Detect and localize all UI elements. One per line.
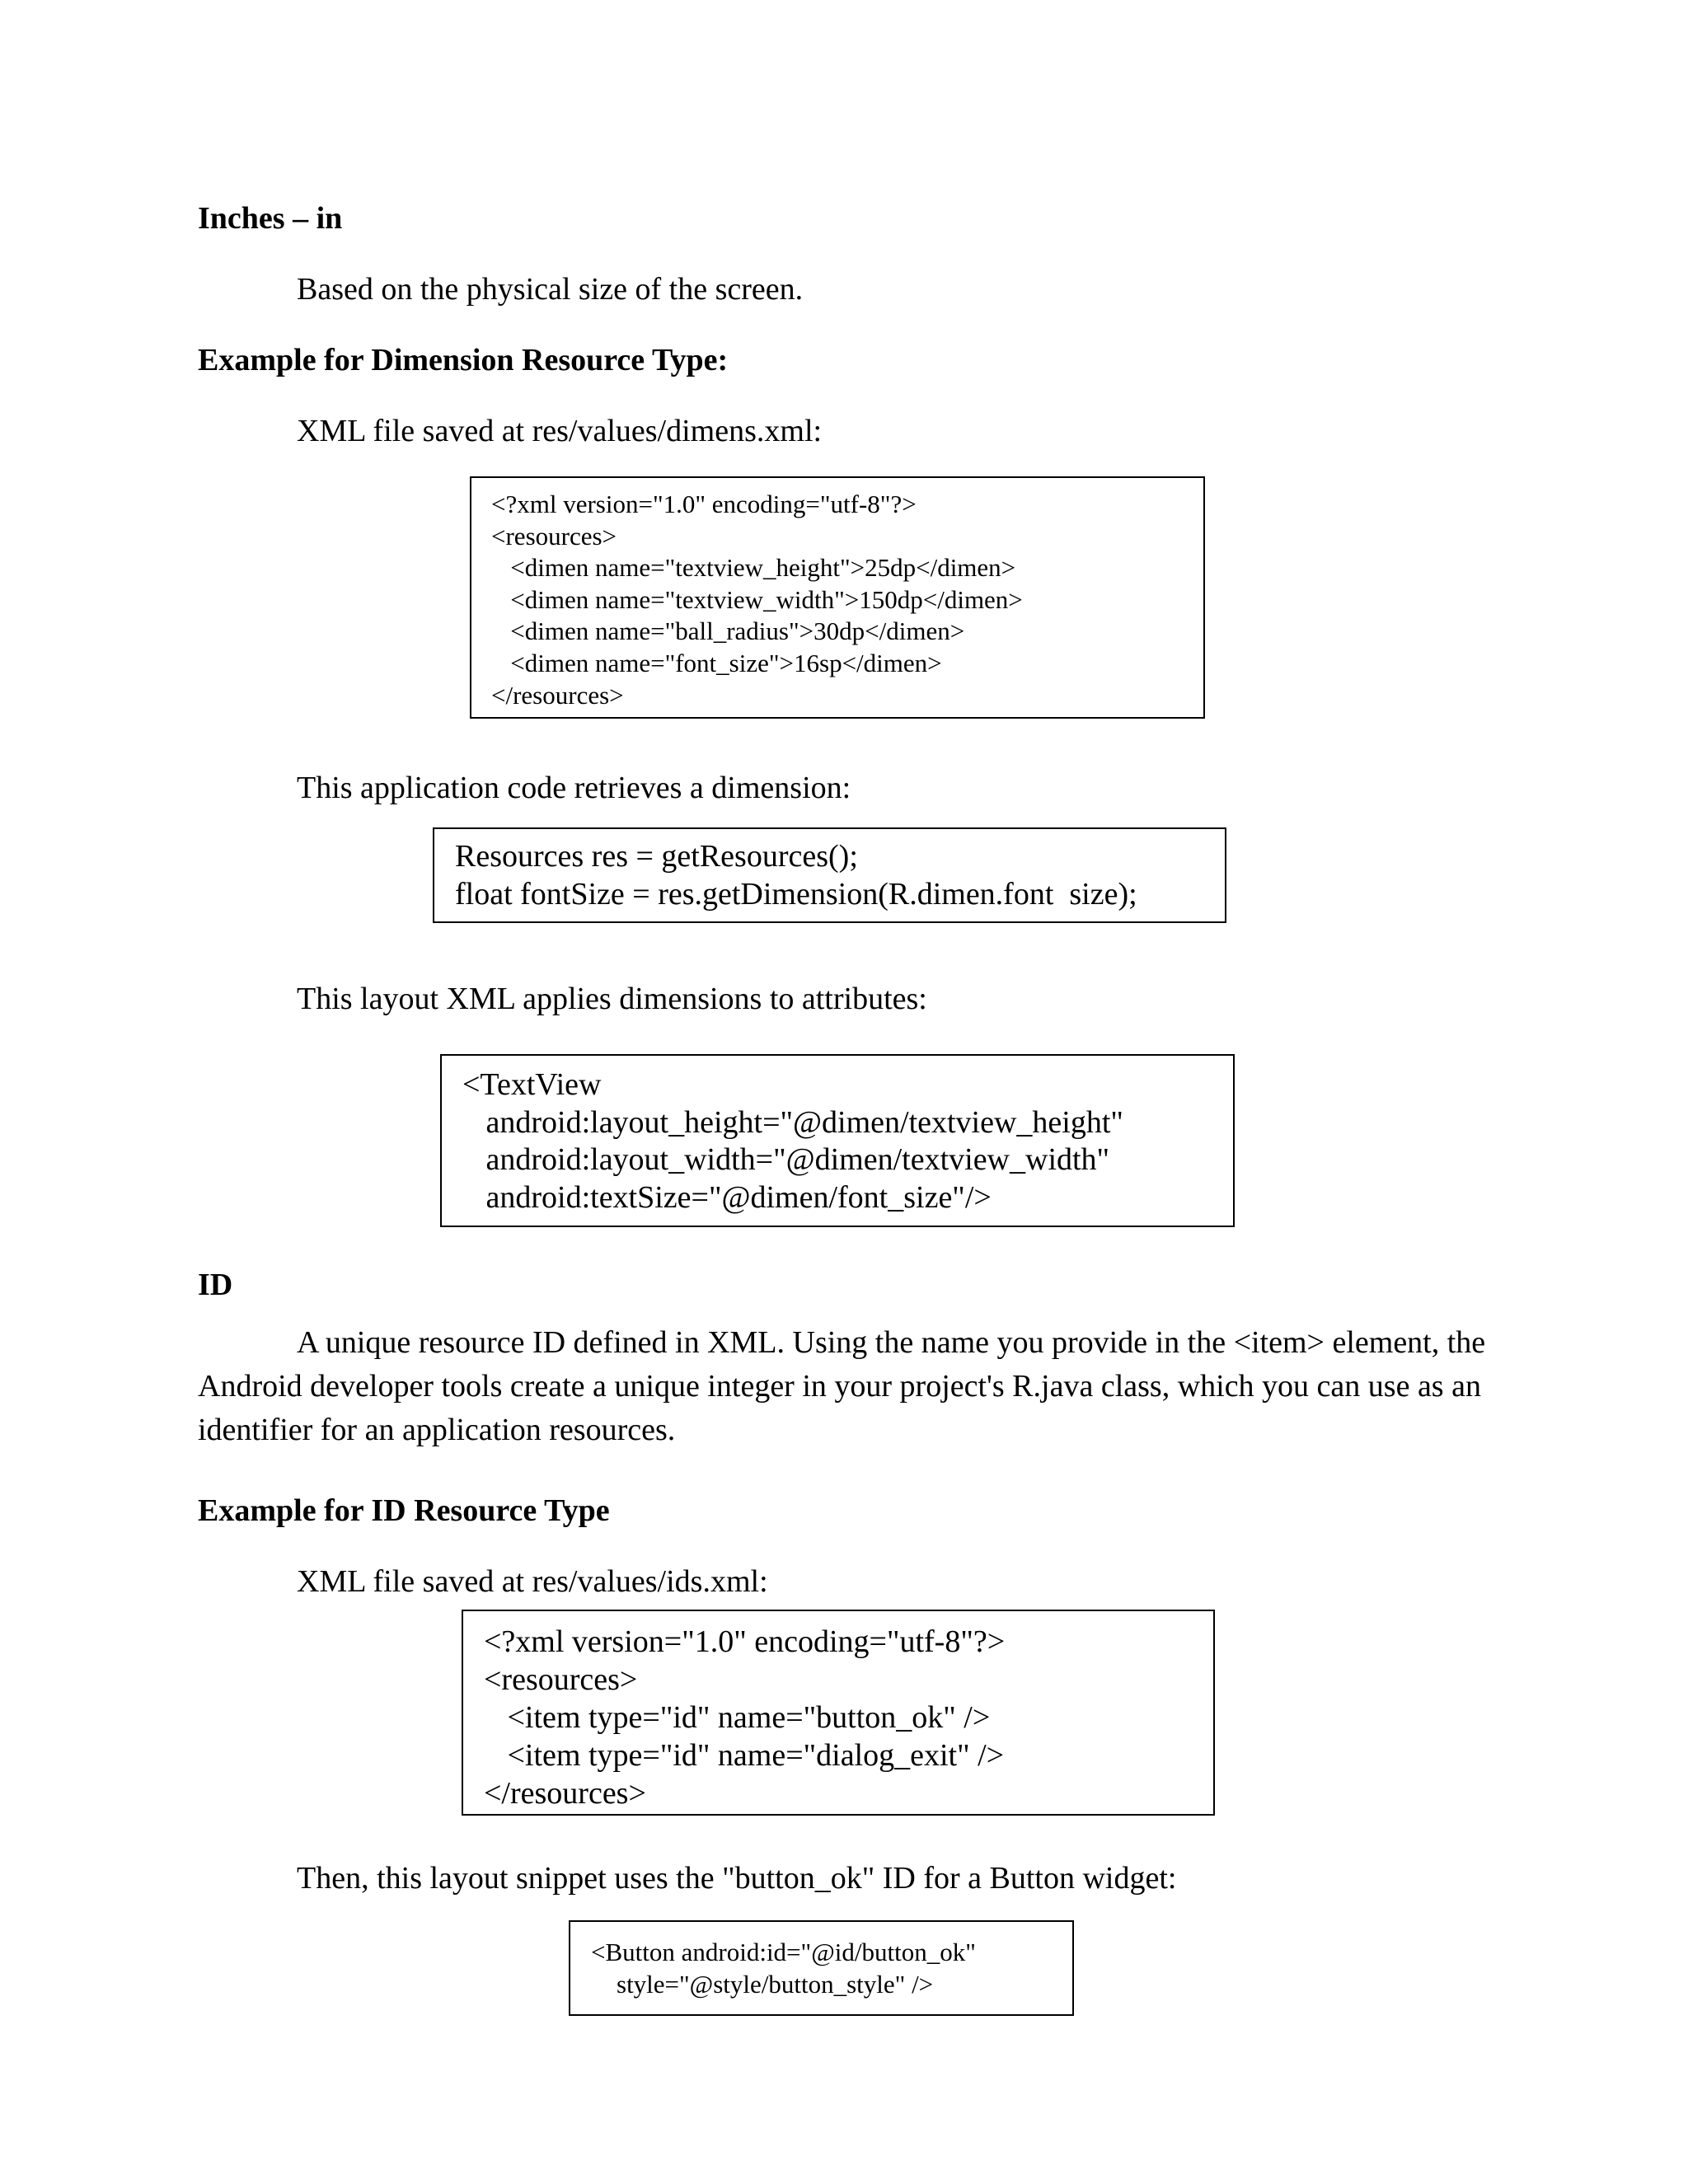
- code-box-dimens-xml: [470, 476, 1205, 719]
- code-line: style="@style/button_style" />: [591, 1970, 934, 1999]
- code-line: Resources res = getResources();: [455, 839, 858, 874]
- code-line: <TextView: [462, 1067, 602, 1102]
- code-line: <Button android:id="@id/button_ok": [591, 1938, 976, 1966]
- code-box-textview-layout: [440, 1054, 1235, 1227]
- button-note: Then, this layout snippet uses the "button_ok" ID for a Button widget:: [297, 1861, 1177, 1896]
- code-line: <item type="id" name="button_ok" />: [484, 1700, 991, 1735]
- code-line: </resources>: [484, 1776, 646, 1811]
- code-box-button-layout: [569, 1920, 1074, 2016]
- code-box-retrieve-dimension: [433, 827, 1226, 923]
- code-line: <resources>: [491, 521, 617, 551]
- code-line: <dimen name="textview_height">25dp</dimen>: [491, 553, 1016, 583]
- code-line: android:layout_width="@dimen/textview_width": [462, 1142, 1110, 1177]
- layout-note: This layout XML applies dimensions to attributes:: [297, 982, 927, 1016]
- code-line: android:layout_height="@dimen/textview_height": [462, 1104, 1123, 1140]
- code-line: <?xml version="1.0" encoding="utf-8"?>: [491, 490, 917, 518]
- code-line: <dimen name="font_size">16sp</dimen>: [491, 648, 942, 677]
- dimens-file-note: XML file saved at res/values/dimens.xml:: [297, 414, 823, 448]
- inches-description: Based on the physical size of the screen.: [297, 272, 804, 307]
- retrieve-note: This application code retrieves a dimension:: [297, 771, 851, 805]
- id-description: A unique resource ID defined in XML. Using the name you provide in the <item> element, the Android developer tools create a unique integer in your project's R.java class, which you can use as an identifier for an application resources.: [198, 1325, 1486, 1447]
- code-line: <?xml version="1.0" encoding="utf-8"?>: [484, 1624, 1006, 1659]
- heading-dimension-example: Example for Dimension Resource Type:: [198, 343, 729, 377]
- ids-file-note: XML file saved at res/values/ids.xml:: [297, 1564, 768, 1599]
- code-box-ids-xml: [462, 1610, 1215, 1816]
- code-line: <resources>: [484, 1662, 638, 1697]
- code-line: <dimen name="ball_radius">30dp</dimen>: [491, 616, 965, 646]
- code-line: <item type="id" name="dialog_exit" />: [484, 1738, 1005, 1773]
- heading-inches: Inches – in: [198, 201, 343, 236]
- code-line: float fontSize = res.getDimension(R.dimen.font size);: [455, 877, 1137, 912]
- code-line: android:textSize="@dimen/font_size"/>: [462, 1179, 992, 1215]
- heading-id: ID: [198, 1268, 233, 1302]
- code-line: </resources>: [491, 680, 624, 710]
- heading-id-example: Example for ID Resource Type: [198, 1493, 610, 1528]
- code-line: <dimen name="textview_width">150dp</dimen>: [491, 584, 1023, 614]
